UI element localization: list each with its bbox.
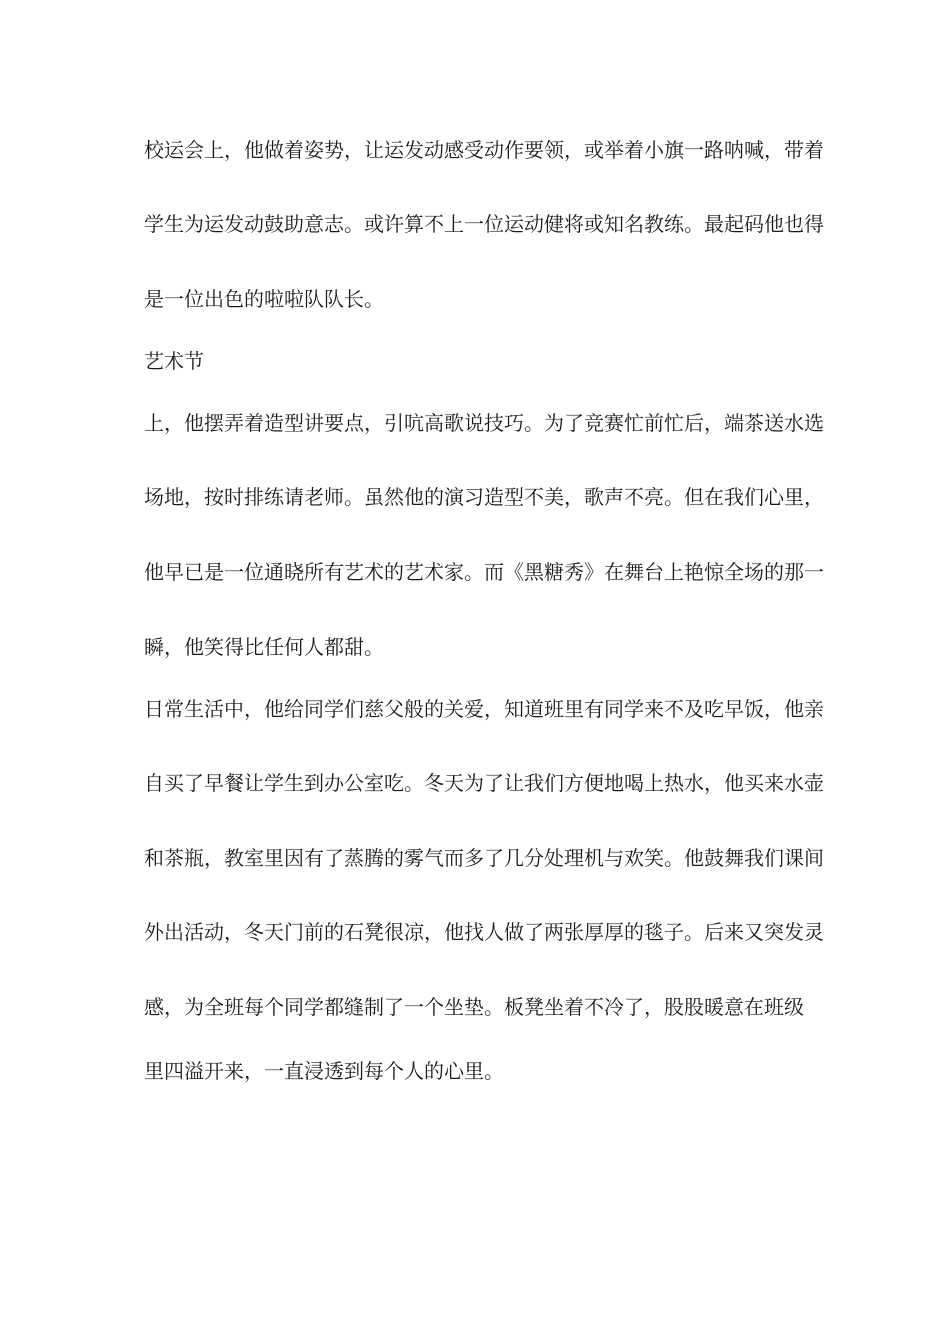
- text-line-13: 感，为全班每个同学都缝制了一个坐垫。板凳坐着不冷了，股股暖意在班级: [144, 995, 804, 1019]
- text-line-10: 自买了早餐让学生到办公室吃。冬天为了让我们方便地喝上热水，他买来水壶: [144, 771, 824, 795]
- text-line-5: 上，他摆弄着造型讲要点，引吭高歌说技巧。为了竞赛忙前忙后，端茶送水选: [144, 411, 824, 435]
- text-line-3: 是一位出色的啦啦队队长。: [144, 287, 384, 311]
- text-line-6: 场地，按时排练请老师。虽然他的演习造型不美，歌声不亮。但在我们心里，: [144, 485, 824, 509]
- text-line-2: 学生为运发动鼓助意志。或许算不上一位运动健将或知名教练。最起码他也得: [144, 212, 824, 236]
- section-heading-art-festival: 艺术节: [144, 349, 204, 373]
- text-line-12: 外出活动，冬天门前的石凳很凉，他找人做了两张厚厚的毯子。后来又突发灵: [144, 920, 824, 944]
- text-line-1: 校运会上，他做着姿势，让运发动感受动作要领，或举着小旗一路呐喊，带着: [144, 138, 824, 162]
- text-line-14: 里四溢开来，一直浸透到每个人的心里。: [144, 1059, 504, 1083]
- text-line-8: 瞬，他笑得比任何人都甜。: [144, 635, 384, 659]
- text-line-11: 和茶瓶，教室里因有了蒸腾的雾气而多了几分处理机与欢笑。他鼓舞我们课间: [144, 846, 824, 870]
- text-line-7: 他早已是一位通晓所有艺术的艺术家。而《黑糖秀》在舞台上艳惊全场的那一: [144, 560, 824, 584]
- text-line-9: 日常生活中，他给同学们慈父般的关爱，知道班里有同学来不及吃早饭，他亲: [144, 697, 824, 721]
